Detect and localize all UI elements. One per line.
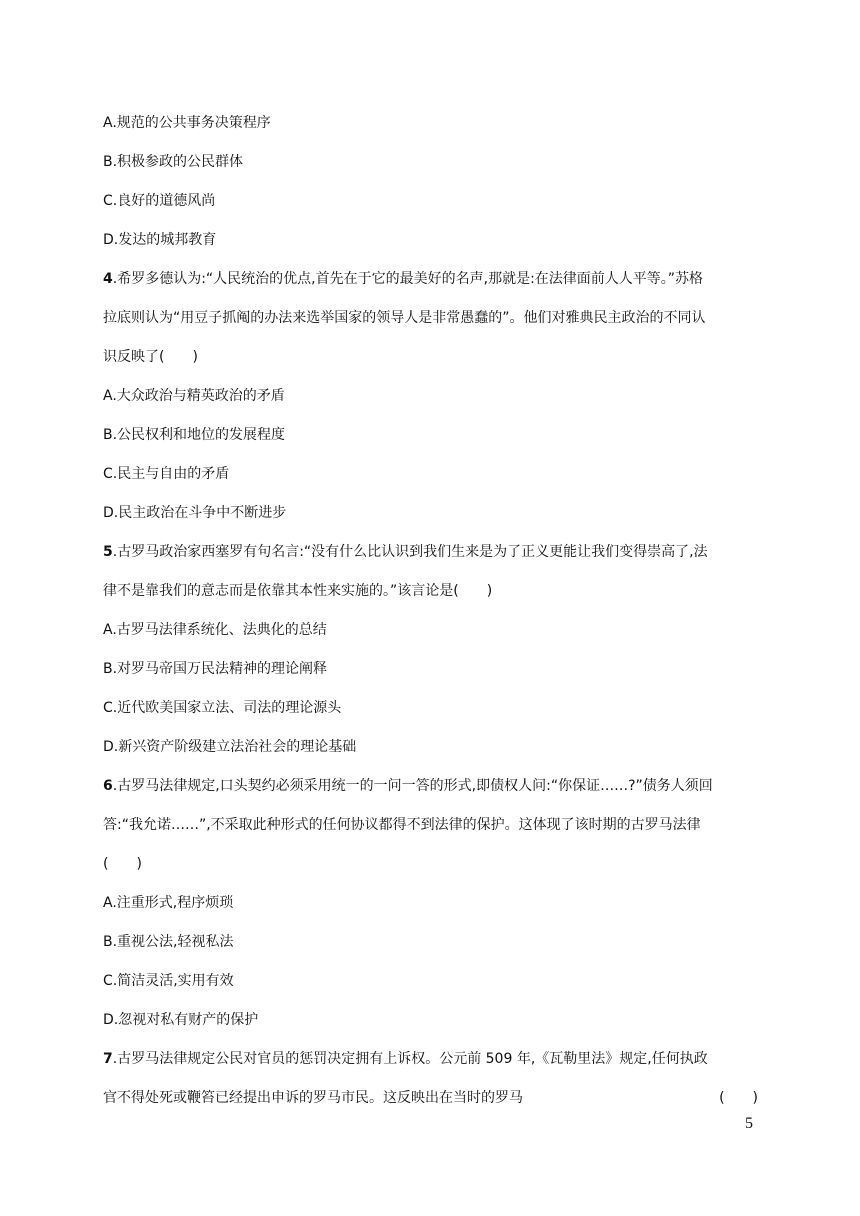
- q5-option-c: C.近代欧美国家立法、司法的理论源头: [103, 700, 342, 716]
- q7-stem-line-1: [103, 1046, 758, 1085]
- q4-option-b: B.公民权利和地位的发展程度: [103, 427, 286, 443]
- q7-answer-paren: ( ): [719, 1090, 758, 1106]
- q7-stem-text-1: .古罗马法律规定公民对官员的惩罚决定拥有上诉权。公元前 509 年,《瓦勒里法》规定,任何执政: [112, 1051, 708, 1067]
- q6-number: 6: [103, 778, 113, 794]
- q4-option-d: D.民主政治在斗争中不断进步: [103, 505, 287, 521]
- q6-stem-line-2: 答:“我允诺……”,不采取此种形式的任何协议都得不到法律的保护。这体现了该时期的古罗马法律: [103, 817, 701, 833]
- q3-option-c: C.良好的道德风尚: [103, 193, 216, 209]
- q5-stem-line-1: [103, 539, 758, 578]
- q4-number: 4: [103, 271, 113, 287]
- q4-option-a: A.大众政治与精英政治的矛盾: [103, 388, 285, 404]
- q6-option-d: D.忽视对私有财产的保护: [103, 1012, 259, 1028]
- q4-stem-line-1: [103, 266, 758, 305]
- q7-number: 7: [103, 1051, 113, 1067]
- q5-stem-line-2: 律不是靠我们的意志而是依靠其本性来实施的。”该言论是( ): [103, 583, 493, 599]
- q5-option-a: A.古罗马法律系统化、法典化的总结: [103, 622, 327, 638]
- q3-option-b: B.积极参政的公民群体: [103, 154, 244, 170]
- q5-option-b: B.对罗马帝国万民法精神的理论阐释: [103, 661, 328, 677]
- q6-stem-text-1: .古罗马法律规定,口头契约必须采用统一的一问一答的形式,即债权人问:“你保证……?”债务人须回: [112, 778, 713, 794]
- q7-stem-line-2: [103, 1085, 758, 1124]
- q6-option-a: A.注重形式,程序烦琐: [103, 895, 234, 911]
- question-content: [103, 110, 758, 1124]
- q6-option-b: B.重视公法,轻视私法: [103, 934, 234, 950]
- page-number: 5: [745, 1115, 753, 1132]
- q6-stem-line-1: [103, 773, 758, 812]
- q3-option-a: A.规范的公共事务决策程序: [103, 115, 271, 131]
- q3-option-d: D.发达的城邦教育: [103, 232, 217, 248]
- q7-stem-text-2: 官不得处死或鞭笞已经提出申诉的罗马市民。这反映出在当时的罗马: [103, 1090, 523, 1106]
- q6-option-c: C.简洁灵活,实用有效: [103, 973, 234, 989]
- q5-number: 5: [103, 544, 113, 560]
- q6-stem-line-3: ( ): [103, 856, 142, 872]
- q4-option-c: C.民主与自由的矛盾: [103, 466, 230, 482]
- q5-option-d: D.新兴资产阶级建立法治社会的理论基础: [103, 739, 357, 755]
- q5-stem-text-1: .古罗马政治家西塞罗有句名言:“没有什么比认识到我们生来是为了正义更能让我们变得崇高了,法: [112, 544, 708, 560]
- q4-stem-line-3: 识反映了( ): [103, 349, 198, 365]
- q4-stem-text-1: .希罗多德认为:“人民统治的优点,首先在于它的最美好的名声,那就是:在法律面前人人平等。”苏格: [112, 271, 704, 287]
- q4-stem-line-2: 拉底则认为“用豆子抓阄的办法来选举国家的领导人是非常愚蠢的”。他们对雅典民主政治的不同认: [103, 310, 706, 326]
